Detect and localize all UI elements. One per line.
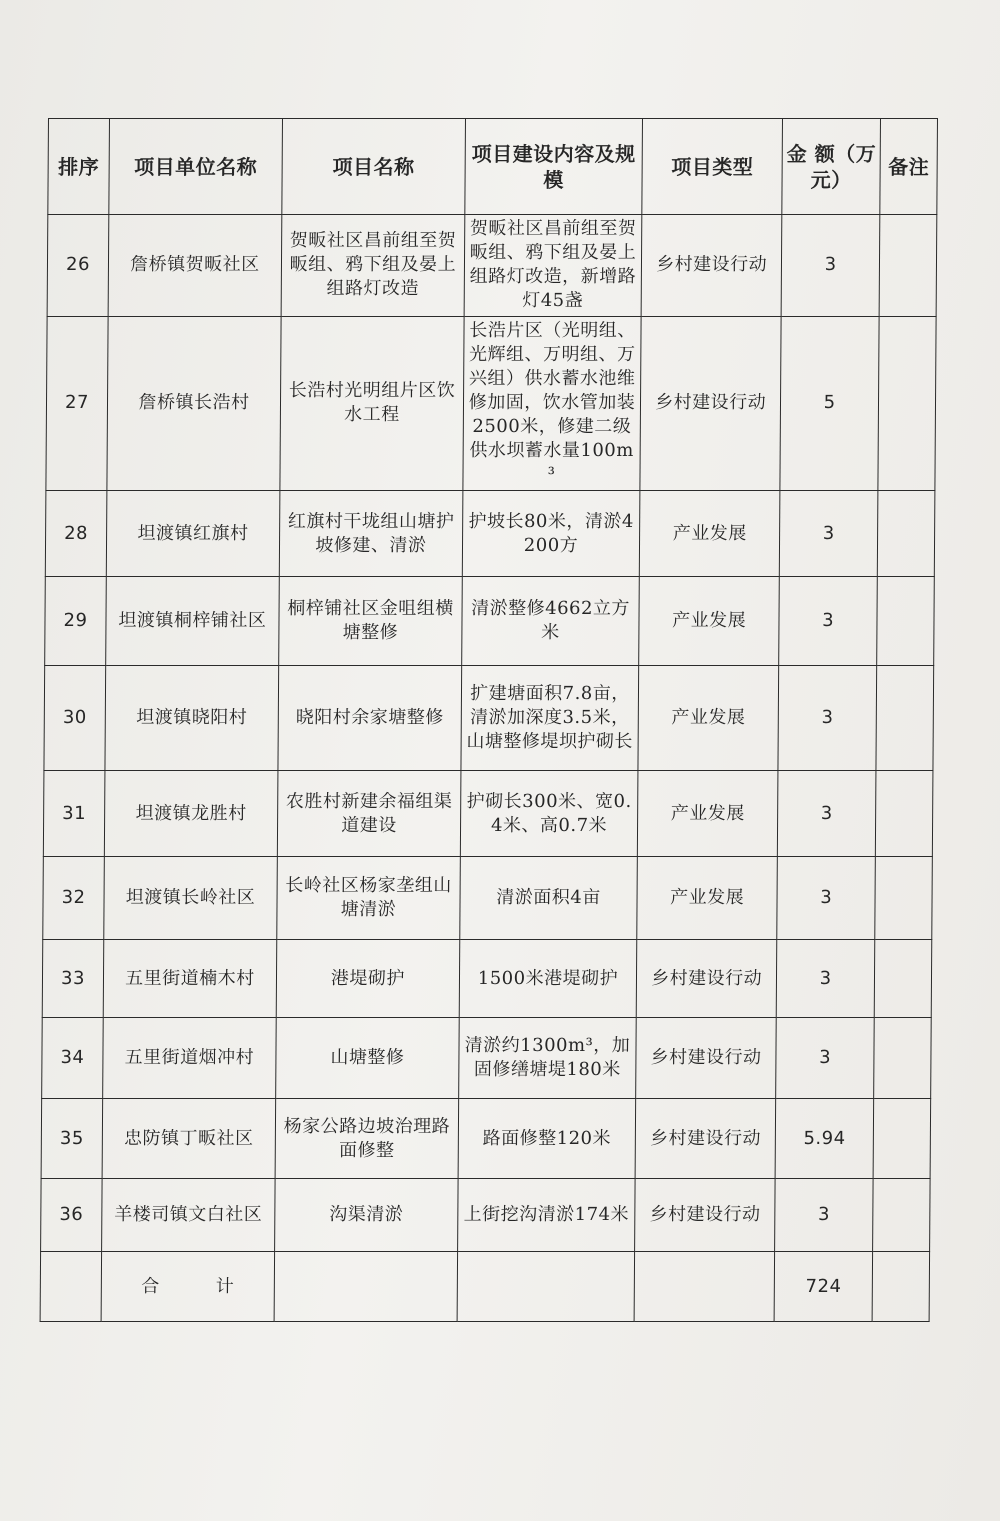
project-name-cell: 农胜村新建余福组渠道建设 — [277, 770, 461, 857]
table-row — [47, 215, 937, 317]
project-type-cell: 产业发展 — [637, 770, 778, 857]
amount-cell: 3 — [777, 939, 875, 1018]
note-cell — [873, 1098, 931, 1179]
table-row — [42, 1018, 932, 1099]
project-name-cell: 沟渠清淤 — [275, 1179, 459, 1252]
project-type-cell: 产业发展 — [637, 857, 778, 940]
note-cell — [878, 316, 936, 490]
unit-name-cell: 坦渡镇红旗村 — [106, 490, 280, 577]
amount-cell: 3 — [776, 1018, 874, 1099]
header-content: 项目建设内容及规模 — [465, 119, 643, 215]
header-type: 项目类型 — [642, 119, 783, 215]
amount-cell: 3 — [779, 577, 877, 666]
content-cell: 路面修整120米 — [458, 1098, 636, 1179]
total-label-right: 计 — [215, 1275, 235, 1297]
total-label-left: 合 — [141, 1275, 160, 1297]
content-cell: 清淤约1300m³，加固修缮塘堤180米 — [459, 1018, 637, 1099]
amount-cell: 3 — [777, 857, 875, 940]
project-name-cell: 红旗村干垅组山塘护坡修建、清淤 — [279, 490, 463, 577]
unit-name-cell: 坦渡镇龙胜村 — [104, 770, 278, 857]
project-name-cell: 长岭社区杨家垄组山塘清淤 — [277, 857, 461, 940]
project-type-cell: 乡村建设行动 — [635, 1179, 776, 1252]
unit-name-cell: 詹桥镇长浩村 — [107, 316, 281, 490]
project-name-cell: 桐梓铺社区金咀组横塘整修 — [279, 577, 463, 666]
unit-name-cell: 坦渡镇桐梓铺社区 — [106, 577, 280, 666]
project-name-cell: 贺畈社区昌前组至贺畈组、鸦下组及晏上组路灯改造 — [281, 215, 465, 317]
project-type-cell: 乡村建设行动 — [635, 1098, 776, 1179]
table-body — [41, 215, 937, 1252]
table-row — [44, 666, 934, 771]
row-number: 32 — [43, 857, 105, 940]
row-number: 33 — [42, 939, 104, 1018]
content-cell: 扩建塘面积7.8亩，清淤加深度3.5米，山塘整修堤坝护砌长 — [461, 666, 639, 771]
total-label — [101, 1252, 274, 1322]
note-cell — [874, 939, 932, 1018]
note-cell — [875, 857, 933, 940]
table-row — [42, 939, 932, 1018]
total-row — [40, 1252, 929, 1322]
row-number: 29 — [45, 577, 107, 666]
row-number: 34 — [42, 1018, 104, 1099]
note-cell — [876, 666, 934, 771]
project-name-cell: 晓阳村余家塘整修 — [278, 666, 462, 771]
project-name-cell: 港堤砌护 — [276, 939, 460, 1018]
amount-cell: 3 — [781, 215, 879, 317]
header-name: 项目名称 — [282, 119, 466, 215]
project-type-cell: 产业发展 — [639, 577, 780, 666]
note-cell — [877, 577, 935, 666]
table-row — [41, 1098, 931, 1179]
header-note: 备注 — [880, 119, 938, 215]
amount-cell: 3 — [780, 490, 878, 577]
project-name-cell: 山塘整修 — [276, 1018, 460, 1099]
note-cell — [877, 490, 935, 577]
content-cell: 长浩片区（光明组、光辉组、万明组、万兴组）供水蓄水池维修加固，饮水管加装2500米，修建二级供水坝蓄水量100m³ — [463, 316, 641, 490]
unit-name-cell: 五里街道烟冲村 — [103, 1018, 276, 1099]
unit-name-cell: 忠防镇丁畈社区 — [102, 1098, 275, 1179]
table-row — [41, 1179, 931, 1252]
header-amount: 金 额（万元） — [782, 119, 880, 215]
content-cell: 清淤整修4662立方米 — [462, 577, 640, 666]
project-type-cell: 乡村建设行动 — [640, 316, 782, 490]
project-name-cell: 杨家公路边坡治理路面修整 — [275, 1098, 459, 1179]
total-type-cell — [634, 1252, 775, 1322]
unit-name-cell: 坦渡镇长岭社区 — [104, 857, 277, 940]
project-type-cell: 乡村建设行动 — [636, 939, 777, 1018]
note-cell — [873, 1179, 931, 1252]
total-name-cell — [274, 1252, 458, 1322]
row-number: 31 — [43, 770, 105, 857]
header-row — [48, 119, 938, 215]
amount-cell: 3 — [775, 1179, 873, 1252]
row-number: 26 — [47, 215, 109, 317]
header-unit: 项目单位名称 — [109, 119, 283, 215]
content-cell: 1500米港堤砌护 — [459, 939, 637, 1018]
table-row — [46, 316, 936, 490]
project-name-cell: 长浩村光明组片区饮水工程 — [280, 316, 464, 490]
total-content-cell — [457, 1252, 634, 1322]
table-row — [43, 770, 933, 857]
unit-name-cell: 詹桥镇贺畈社区 — [108, 215, 282, 317]
unit-name-cell: 五里街道楠木村 — [103, 939, 276, 1018]
table-row — [43, 857, 933, 940]
note-cell — [879, 215, 937, 317]
amount-cell: 5 — [780, 316, 879, 490]
amount-cell: 3 — [778, 770, 876, 857]
row-number: 28 — [45, 490, 107, 577]
row-number: 35 — [41, 1098, 103, 1179]
project-type-cell: 乡村建设行动 — [636, 1018, 777, 1099]
amount-cell: 5.94 — [775, 1098, 873, 1179]
content-cell: 贺畈社区昌前组至贺畈组、鸦下组及晏上组路灯改造，新增路灯45盏 — [464, 215, 642, 317]
note-cell — [874, 1018, 932, 1099]
row-number: 27 — [46, 316, 108, 490]
row-number: 36 — [41, 1179, 103, 1252]
project-table — [40, 118, 938, 1322]
project-type-cell: 乡村建设行动 — [641, 215, 782, 317]
content-cell: 护砌长300米、宽0.4米、高0.7米 — [460, 770, 638, 857]
table-row — [45, 577, 935, 666]
header-no: 排序 — [48, 119, 110, 215]
total-no-cell — [40, 1252, 102, 1322]
unit-name-cell: 坦渡镇晓阳村 — [105, 666, 279, 771]
content-cell: 清淤面积4亩 — [460, 857, 638, 940]
project-type-cell: 产业发展 — [638, 666, 779, 771]
content-cell: 上街挖沟清淤174米 — [458, 1179, 635, 1252]
table-row — [45, 490, 935, 577]
content-cell: 护坡长80米，清淤4200方 — [462, 490, 640, 577]
unit-name-cell: 羊楼司镇文白社区 — [102, 1179, 275, 1252]
note-cell — [875, 770, 933, 857]
project-type-cell: 产业发展 — [639, 490, 780, 577]
total-amount: 724 — [774, 1252, 872, 1322]
amount-cell: 3 — [778, 666, 876, 771]
total-note-cell — [872, 1252, 930, 1322]
row-number: 30 — [44, 666, 106, 771]
